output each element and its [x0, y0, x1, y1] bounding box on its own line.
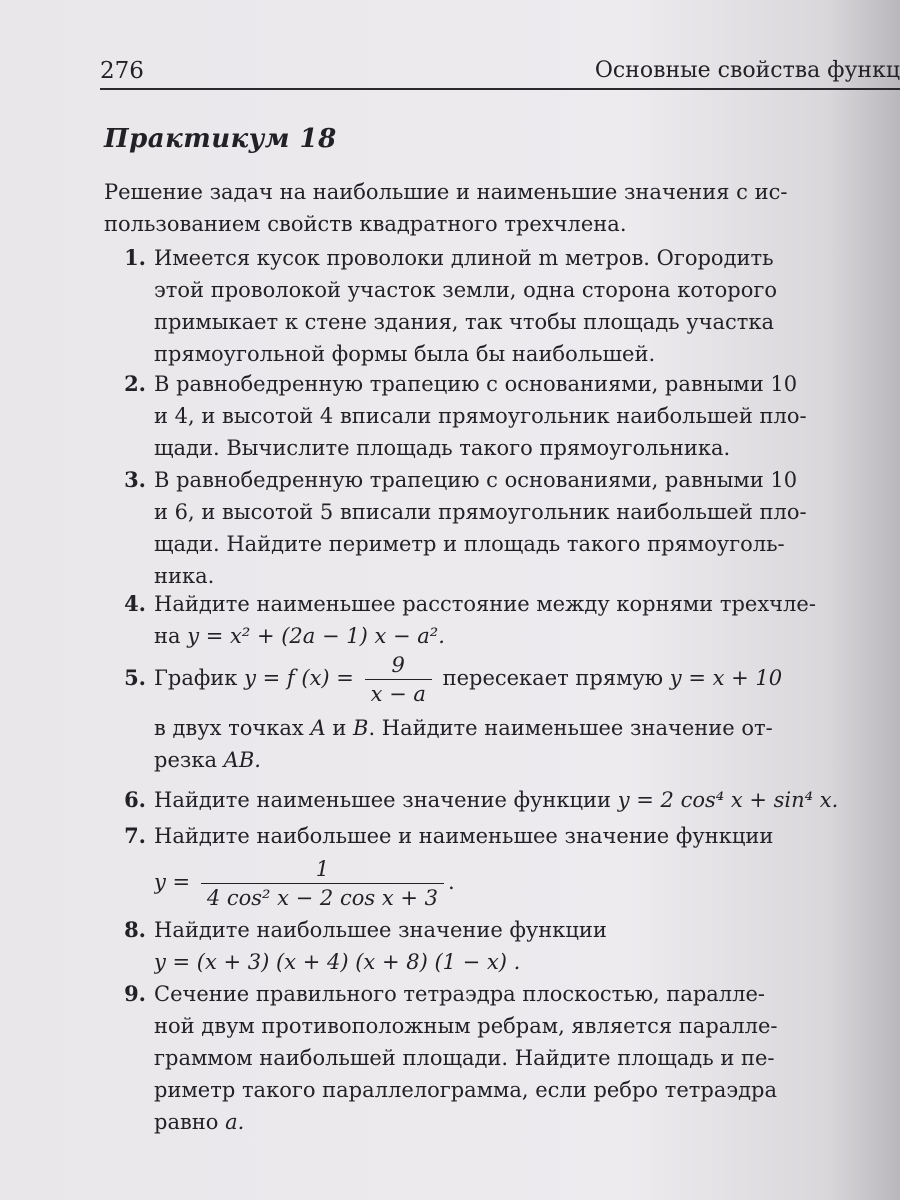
intro-line: Решение задач на наибольшие и наименьшие значения с ис- [104, 180, 788, 204]
problem-line: Найдите наибольшее и наименьшее значение функции [154, 824, 774, 848]
problem-number: 6. [124, 787, 146, 812]
problem-line: В равнобедренную трапецию с основаниями, равными 10 [154, 468, 798, 492]
problem-line: Найдите наименьшее расстояние между корнями трехчле- [154, 592, 816, 616]
problem-text [154, 820, 900, 912]
problem-number: 8. [124, 917, 146, 942]
page-header [100, 56, 900, 90]
problem-line: риметр такого параллелограмма, если ребро тетраэдра [154, 1078, 777, 1102]
problem-line [154, 650, 900, 706]
problem-number: 1. [124, 245, 146, 270]
formula: y = x² + (2a − 1) x − a². [187, 624, 445, 648]
problem-line: примыкает к стене здания, так чтобы площадь участка [154, 310, 775, 334]
formula: y = x + 10 [669, 666, 783, 690]
problem-text-fragment: График [154, 666, 238, 690]
problem-text [154, 650, 900, 776]
intro-paragraph [104, 176, 884, 240]
running-head: Основные свойства функц [594, 58, 900, 83]
problem-text [154, 914, 900, 978]
formula: y = (x + 3) (x + 4) (x + 8) (1 − x) . [154, 950, 521, 974]
problem-text-fragment: . [447, 870, 455, 894]
page-number: 276 [100, 58, 144, 84]
problem-line: щади. Найдите периметр и площадь такого прямоуголь- [154, 532, 785, 556]
problem-line: прямоугольной формы была бы наибольшей. [154, 342, 656, 366]
problem-text-fragment: . Найдите наименьшее значение от- [368, 716, 773, 740]
segment-label: AB. [223, 748, 261, 772]
problem-line [154, 946, 900, 978]
header-rule [100, 88, 900, 90]
problem-number: 3. [124, 467, 146, 492]
problem-number: 9. [124, 981, 146, 1006]
problem-number: 4. [124, 591, 146, 616]
formula: y = f (x) = [244, 666, 354, 690]
problem-line: и 4, и высотой 4 вписали прямоугольник наибольшей пло- [154, 404, 807, 428]
problem-line [154, 620, 900, 652]
fraction-denominator: x − a [365, 679, 432, 706]
formula: y = 2 cos⁴ x + sin⁴ x. [617, 788, 839, 812]
fraction [365, 651, 432, 706]
problem-line: и 6, и высотой 5 вписали прямоугольник наибольшей пло- [154, 500, 807, 524]
problem-text [154, 978, 900, 1138]
point-label: A [310, 716, 326, 740]
fraction-numerator: 1 [315, 857, 330, 881]
problem-text-fragment: в двух точках [154, 716, 304, 740]
problem-line [154, 1106, 900, 1138]
problem-line: этой проволокой участок земли, одна сторона которого [154, 278, 777, 302]
problem-number: 5. [124, 665, 146, 690]
formula: y = [154, 870, 191, 894]
problem-text-fragment: Найдите наименьшее значение функции [154, 788, 612, 812]
problem-line [154, 784, 900, 816]
problem-line: граммом наибольшей площади. Найдите площадь и пе- [154, 1046, 775, 1070]
problem-line: В равнобедренную трапецию с основаниями, равными 10 [154, 372, 798, 396]
problem-text [154, 464, 900, 592]
problem-line: ника. [154, 564, 215, 588]
problem-text-fragment: и [332, 716, 347, 740]
problem-text-fragment: на [154, 624, 181, 648]
problem-number: 7. [124, 823, 146, 848]
problem-text [154, 368, 900, 464]
problem-text [154, 588, 900, 652]
problem-line [154, 712, 900, 744]
problem-text-fragment: равно [154, 1110, 219, 1134]
problem-text [154, 784, 900, 816]
formula: a. [225, 1110, 245, 1134]
fraction-denominator: 4 cos² x − 2 cos x + 3 [201, 883, 444, 912]
fraction-numerator: 9 [391, 653, 405, 677]
problem-line: Сечение правильного тетраэдра плоскостью, паралле- [154, 982, 766, 1006]
fraction [201, 855, 444, 912]
intro-line: пользованием свойств квадратного трехчлена. [104, 212, 627, 236]
problem-number: 2. [124, 371, 146, 396]
problem-line: щади. Вычислите площадь такого прямоугольника. [154, 436, 731, 460]
problem-line: Найдите наибольшее значение функции [154, 918, 607, 942]
problem-line [154, 744, 900, 776]
problem-text [154, 242, 900, 370]
problem-line: ной двум противоположным ребрам, является паралле- [154, 1014, 778, 1038]
section-title: Практикум 18 [104, 124, 337, 154]
problem-text-fragment: резка [154, 748, 217, 772]
problem-line [154, 852, 900, 912]
problem-text-fragment: пересекает прямую [442, 666, 664, 690]
problem-line: Имеется кусок проволоки длиной m метров. Огородить [154, 246, 774, 270]
point-label: B [353, 716, 369, 740]
